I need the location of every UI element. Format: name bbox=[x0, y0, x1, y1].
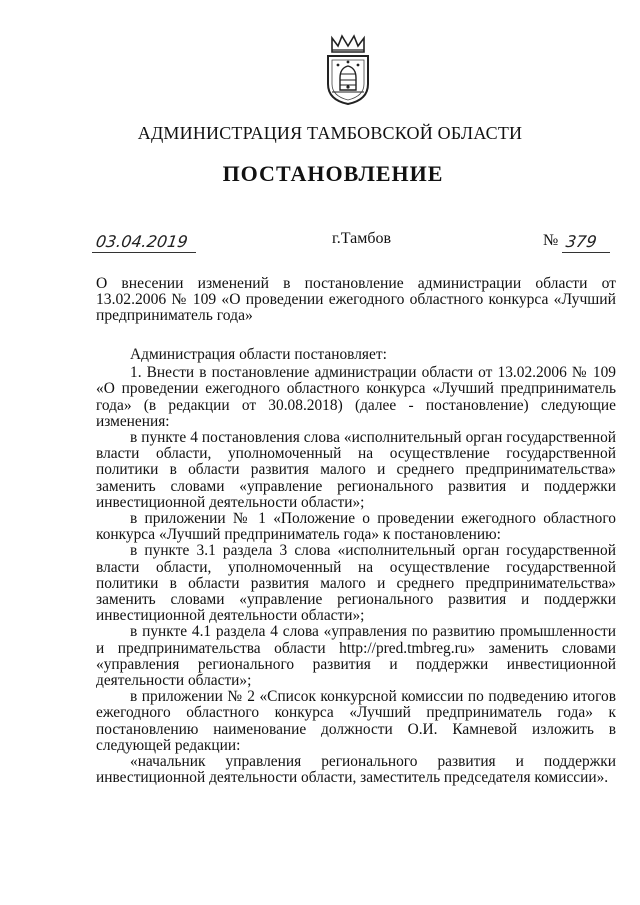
body-paragraph: в пункте 4.1 раздела 4 слова «управления по развитию промышленности и предпринимательства области http://pred.tmbreg.ru» заменить словами «управления регионального развития и поддержки инвестиционной деятельности области»; bbox=[96, 623, 616, 690]
document-number: 379 bbox=[564, 232, 598, 251]
date-underline bbox=[92, 252, 196, 253]
document-title: О внесении изменений в постановление администрации области от 13.02.2006 № 109 «О проведении ежегодного областного конкурса «Лучший предприниматель года» bbox=[96, 275, 616, 324]
number-sign: № bbox=[543, 232, 559, 249]
body-intro: Администрация области постановляет: bbox=[130, 346, 387, 363]
number-underline bbox=[562, 252, 610, 253]
document-city: г.Тамбов bbox=[332, 230, 392, 247]
body-paragraph: в пункте 3.1 раздела 3 слова «исполнительный орган государственной власти области, уполномоченный на осуществление государственной политики в области развития малого и среднего предпринимательства» заменить словами «управление регионального развития и поддержки инвестиционной деятельности области»; bbox=[96, 542, 616, 625]
organization-name: АДМИНИСТРАЦИЯ ТАМБОВСКОЙ ОБЛАСТИ bbox=[137, 123, 523, 143]
document-type: ПОСТАНОВЛЕНИЕ bbox=[222, 161, 444, 186]
document-body bbox=[96, 347, 616, 786]
document-date: 03.04.2019 bbox=[94, 232, 189, 251]
body-paragraph: в пункте 4 постановления слова «исполнительный орган государственной власти области, уполномоченный на осуществление государственной политики в области развития малого и среднего предпринимательства» заменить словами «управление регионального развития и поддержки инвестиционной деятельности области»; bbox=[96, 429, 616, 511]
body-paragraph: «начальник управления регионального развития и поддержки инвестиционной деятельности области, заместитель председателя комиссии». bbox=[96, 753, 616, 787]
body-paragraph: 1. Внести в постановление администрации области от 13.02.2006 № 109 «О проведении ежегодного областного конкурса «Лучший предприниматель года» (в редакции от 30.08.2018) (далее - постановление) следующие изменения: bbox=[96, 364, 616, 430]
body-paragraph: в приложении № 2 «Список конкурсной комиссии по подведению итогов ежегодного областного конкурса «Лучший предприниматель года» к постановлению наименование должности О.И. Камневой изложить в следующей редакции: bbox=[96, 688, 616, 754]
body-paragraph: в приложении № 1 «Положение о проведении ежегодного областного конкурса «Лучший предприниматель года» к постановлению: bbox=[96, 510, 616, 544]
coat-of-arms-icon bbox=[324, 34, 372, 106]
